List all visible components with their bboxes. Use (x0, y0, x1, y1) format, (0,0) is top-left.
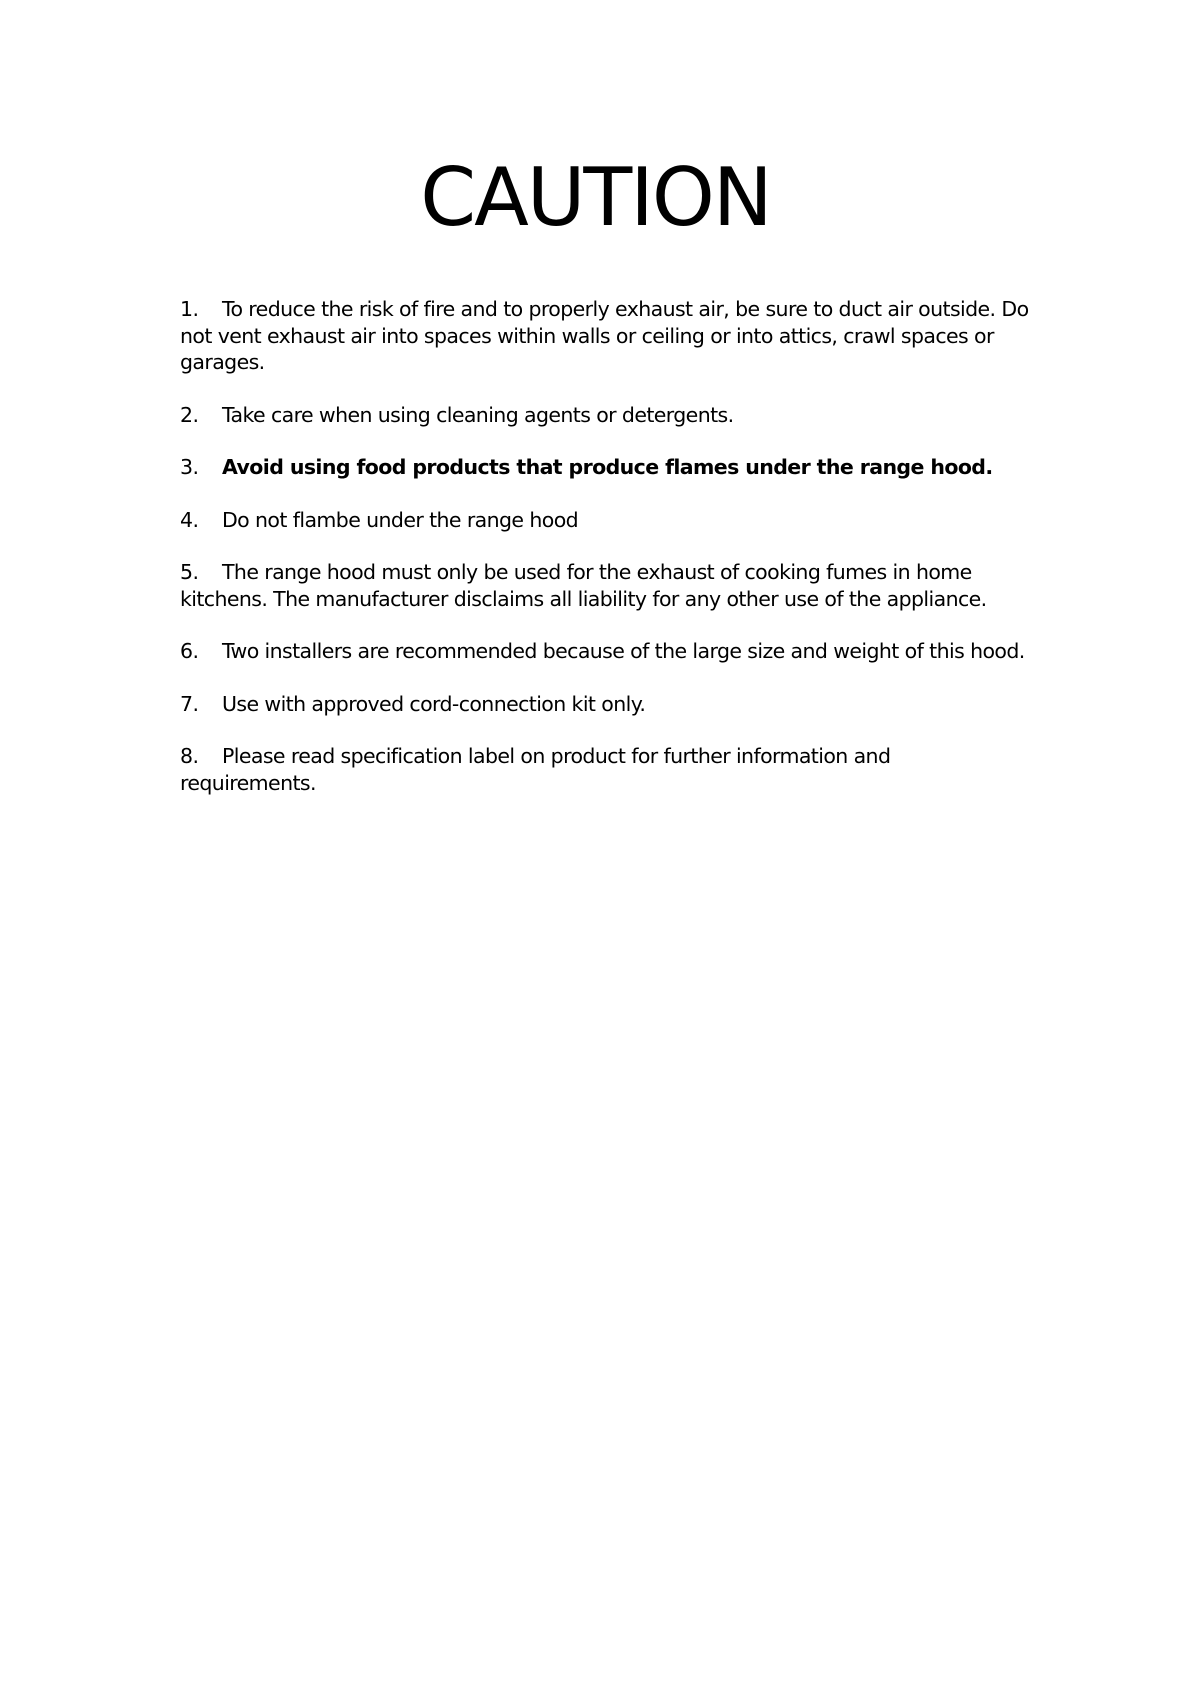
item-text: Avoid using food products that produce flames under the range hood. (222, 455, 993, 479)
caution-item-8 (180, 743, 1030, 796)
item-text: Take care when using cleaning agents or detergents. (222, 402, 734, 427)
caution-item-3 (180, 454, 1030, 481)
item-number: 7. (180, 691, 199, 716)
item-text: To reduce the risk of fire and to properly exhaust air, be sure to duct air outside. Do not vent exhaust air into spaces within walls or ceiling or into attics, crawl spaces or garages. (180, 297, 1029, 374)
caution-item-2 (180, 402, 1030, 429)
caution-item-5 (180, 559, 1030, 612)
item-number: 8. (180, 744, 199, 768)
caution-item-7 (180, 691, 1030, 718)
caution-list (180, 296, 1030, 822)
item-number: 3. (180, 455, 199, 479)
item-text: Please read specification label on product for further information and requirements. (180, 744, 891, 795)
item-number: 5. (180, 560, 199, 584)
page-title: CAUTION (420, 151, 771, 244)
item-number: 6. (180, 639, 199, 663)
item-text: Use with approved cord-connection kit only. (222, 691, 646, 716)
item-number: 4. (180, 507, 199, 532)
item-number: 2. (180, 402, 199, 427)
item-text: Two installers are recommended because of the large size and weight of this hood. (222, 639, 1025, 663)
caution-item-6 (180, 638, 1030, 665)
item-text: Do not flambe under the range hood (222, 507, 579, 532)
item-text: The range hood must only be used for the exhaust of cooking fumes in home kitchens. The manufacturer disclaims all liability for any other use of the appliance. (180, 560, 987, 611)
caution-item-1 (180, 296, 1030, 376)
item-number: 1. (180, 297, 199, 321)
caution-item-4 (180, 507, 1030, 534)
